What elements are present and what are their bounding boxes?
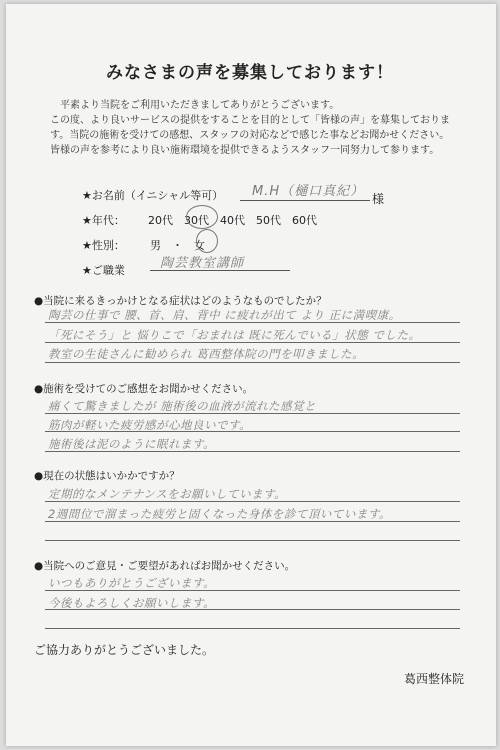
answer-4-line-2: 今後もよろしくお願いします。: [48, 596, 216, 610]
question-3: ●現在の状態はいかかですか？: [34, 470, 180, 482]
gender-options: 男 ・ 女: [150, 239, 205, 252]
age-options: 20代 30代 40代 50代 60代: [148, 214, 317, 227]
answer-line: [45, 521, 460, 522]
answer-line: [45, 431, 460, 432]
name-underline: [240, 200, 370, 201]
answer-line: [45, 322, 460, 323]
answer-line: [45, 590, 460, 591]
question-4: ●当院へのご意見・ご要望があればお聞かせください。: [34, 560, 296, 572]
question-1: ●当院に来るきっかけとなる症状はどのようなものでしたか？: [34, 295, 327, 307]
answer-line: [45, 451, 460, 452]
answer-1-line-1: 陶芸の仕事で 腰、首、肩、背中 に疲れが出て より 正に満喫康。: [48, 308, 401, 322]
name-label: ★お名前（イニシャル等可）: [82, 189, 224, 202]
answer-2-line-3: 施術後は泥のように眠れます。: [48, 437, 216, 451]
page-title: みなさまの声を募集しております！: [106, 63, 394, 83]
answer-line: [45, 501, 460, 502]
job-underline: [150, 270, 290, 271]
job-value: 陶芸教室講師: [160, 256, 245, 271]
name-value: M.H（樋口真紀）: [252, 184, 365, 199]
question-2: ●施術を受けてのご感想をお聞かせください。: [34, 383, 254, 395]
gender-selected-circle: [196, 229, 218, 253]
intro-line: 皆様の声を参考により良い施術環境を提供できるようスタッフ一同努力して参ります。: [50, 145, 440, 156]
answer-line: [45, 628, 460, 629]
answer-line: [45, 540, 460, 541]
answer-line: [45, 609, 460, 610]
answer-line: [45, 413, 460, 414]
answer-3-line-1: 定期的なメンテナンスをお願いしています。: [48, 487, 287, 501]
gender-label: ★性別：: [82, 239, 125, 252]
intro-text: [50, 98, 470, 158]
answer-line: [45, 342, 460, 343]
answer-4-line-1: いつもありがとうございます。: [48, 576, 216, 590]
age-selected-circle: [186, 205, 218, 229]
intro-line: 平素より当院をご利用いただきましてありがとうございます。: [60, 100, 340, 111]
clinic-name: 葛西整体院: [404, 672, 465, 686]
answer-2-line-1: 痛くて驚きましたが 施術後の血液が流れた感覚と: [48, 399, 317, 413]
job-label: ★ご職業: [82, 264, 125, 277]
name-suffix: 様: [372, 192, 385, 206]
age-label: ★年代：: [82, 214, 125, 227]
intro-line: す。当院の施術を受けての感想、スタッフの対応などで感じた事などお聞かせください。: [50, 130, 450, 141]
answer-line: [45, 362, 460, 363]
answer-1-line-2: 「死にそう」と 悩りこで「おまれは 既に死んでいる」状態 でした。: [48, 328, 421, 342]
answer-3-line-2: 2週間位で溜まった疲労と固くなった身体を診て頂いています。: [48, 507, 391, 521]
thanks-text: ご協力ありがとうございました。: [34, 643, 215, 657]
answer-1-line-3: 教室の生徒さんに勧められ 葛西整体院の門を叩きました。: [48, 347, 365, 361]
intro-line: この度、より良いサービスの提供をすることを目的として「皆様の声」を募集しておりま: [50, 115, 450, 126]
answer-2-line-2: 筋肉が軽いた疲労感が心地良いです。: [48, 418, 252, 432]
